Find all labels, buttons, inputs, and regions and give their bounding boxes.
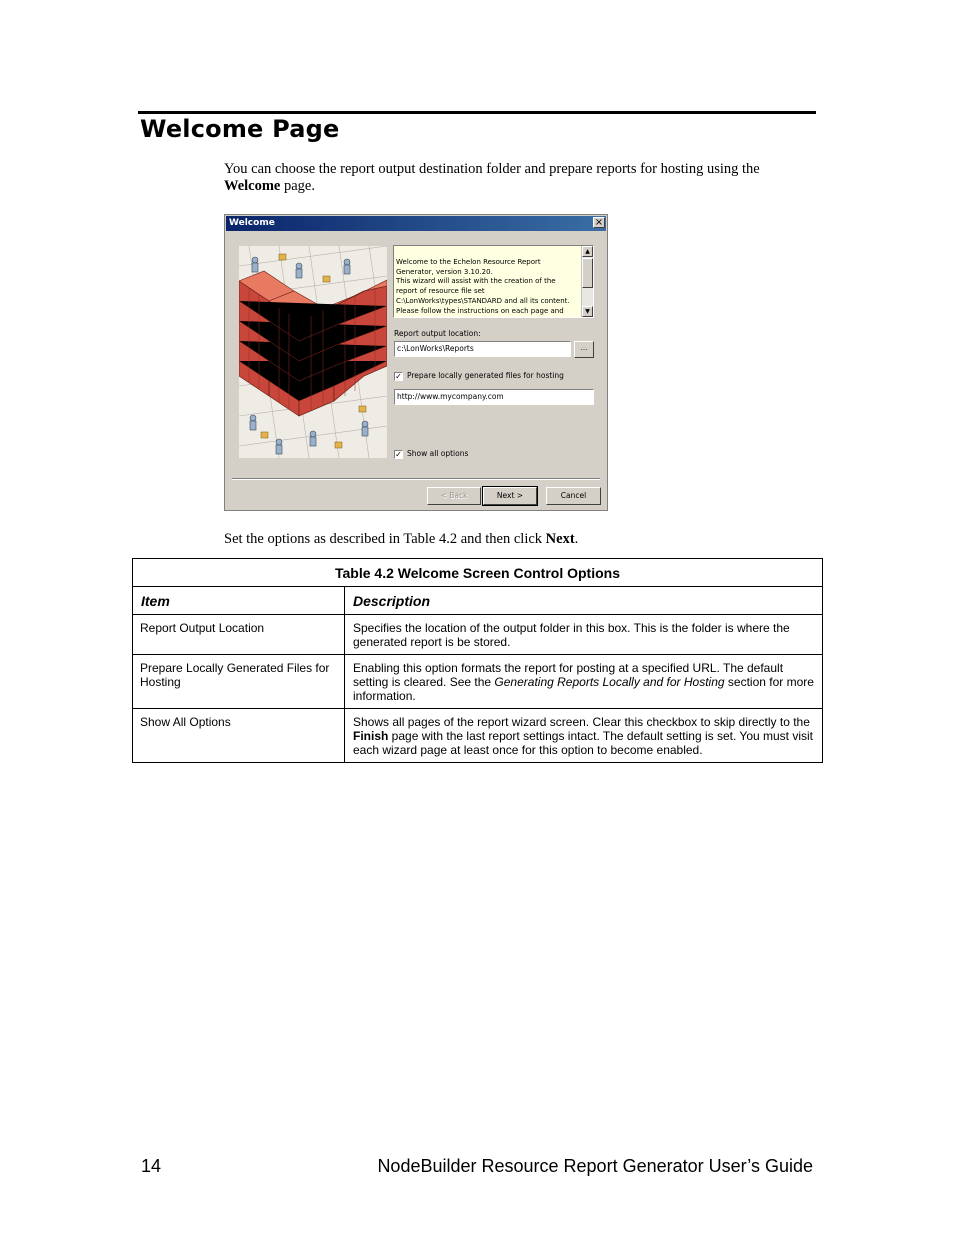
- report-output-field[interactable]: c:\LonWorks\Reports: [394, 341, 571, 357]
- scroll-up-icon[interactable]: ▲: [582, 246, 593, 257]
- page-title: Welcome Page: [140, 115, 340, 143]
- instruction-paragraph: [224, 531, 578, 548]
- description-text: Shows all pages of the report wizard screen. Clear this checkbox to skip directly to the: [353, 715, 810, 729]
- next-button[interactable]: Next >: [483, 487, 537, 505]
- dialog-titlebar: [226, 216, 606, 231]
- item-cell: Show All Options: [133, 709, 345, 763]
- button-separator: [232, 478, 600, 480]
- browse-button[interactable]: ...: [574, 341, 594, 358]
- wizard-illustration-drawing: [239, 246, 387, 458]
- item-cell: Report Output Location: [133, 615, 345, 655]
- intro-text-end: page.: [280, 178, 315, 194]
- cancel-button[interactable]: Cancel: [546, 487, 601, 505]
- instruction-text: Set the options as described in Table 4.2 and then click: [224, 531, 546, 547]
- welcome-dialog-screenshot: [224, 214, 608, 511]
- table-header-row: [133, 587, 823, 615]
- show-all-options-label: Show all options: [407, 449, 469, 458]
- description-text: Enabling this option formats the report for posting at a specified URL. The default setting is cleared. See the: [353, 661, 784, 689]
- instruction-text-end: .: [574, 531, 579, 547]
- table-caption: Table 4.2 Welcome Screen Control Options: [133, 559, 823, 587]
- scroll-down-icon[interactable]: ▼: [582, 306, 593, 317]
- welcome-message-box[interactable]: [393, 245, 594, 318]
- table-caption-row: [133, 559, 823, 587]
- close-button[interactable]: ×: [594, 217, 604, 228]
- table-row: [133, 655, 823, 709]
- description-cell: [345, 615, 823, 655]
- show-all-options-checkbox[interactable]: ✓: [395, 450, 402, 459]
- back-button[interactable]: < Back: [427, 487, 481, 505]
- column-header-description: Description: [345, 587, 823, 615]
- scroll-thumb[interactable]: [582, 258, 593, 288]
- wizard-illustration: [239, 246, 387, 458]
- table-row: [133, 709, 823, 763]
- message-scrollbar[interactable]: [581, 246, 593, 317]
- hosting-url-field[interactable]: http://www.mycompany.com: [394, 389, 594, 405]
- table-row: [133, 615, 823, 655]
- prepare-hosting-label: Prepare locally generated files for hosting: [407, 371, 564, 380]
- prepare-hosting-checkbox[interactable]: ✓: [395, 372, 402, 381]
- item-cell: Prepare Locally Generated Files for Hosting: [133, 655, 345, 709]
- description-reference: Generating Reports Locally and for Hosting: [494, 675, 725, 689]
- page-number: 14: [141, 1156, 162, 1176]
- column-header-item: Item: [133, 587, 345, 615]
- description-text-end: section for more information.: [353, 675, 814, 703]
- welcome-message-text: Welcome to the Echelon Resource Report Generator, version 3.10.20. This wizard will assist with the creation of the report of resource file set C:\LonWorks\types\STANDARD and all its content. Please follow the instructions on each page and: [396, 257, 570, 315]
- description-cell: [345, 709, 823, 763]
- description-cell: [345, 655, 823, 709]
- footer-doc-title: NodeBuilder Resource Report Generator User’s Guide: [377, 1156, 813, 1176]
- description-text: Specifies the location of the output folder in this box. This is the folder is where the generated report is be stored.: [353, 621, 790, 649]
- intro-paragraph: [224, 161, 794, 195]
- intro-bold-term: Welcome: [224, 178, 281, 194]
- heading-rule: [138, 111, 816, 114]
- dialog-title: Welcome: [229, 218, 275, 228]
- instruction-bold-term: Next: [545, 531, 575, 547]
- description-bold-term: Finish: [353, 729, 389, 743]
- options-table: [132, 558, 823, 763]
- intro-text: You can choose the report output destination folder and prepare reports for hosting using the: [224, 161, 760, 177]
- description-text-end: page with the last report settings intact. The default setting is set. You must visit each wizard page at least once for this option to become enabled.: [353, 729, 814, 757]
- report-output-label: Report output location:: [394, 329, 481, 338]
